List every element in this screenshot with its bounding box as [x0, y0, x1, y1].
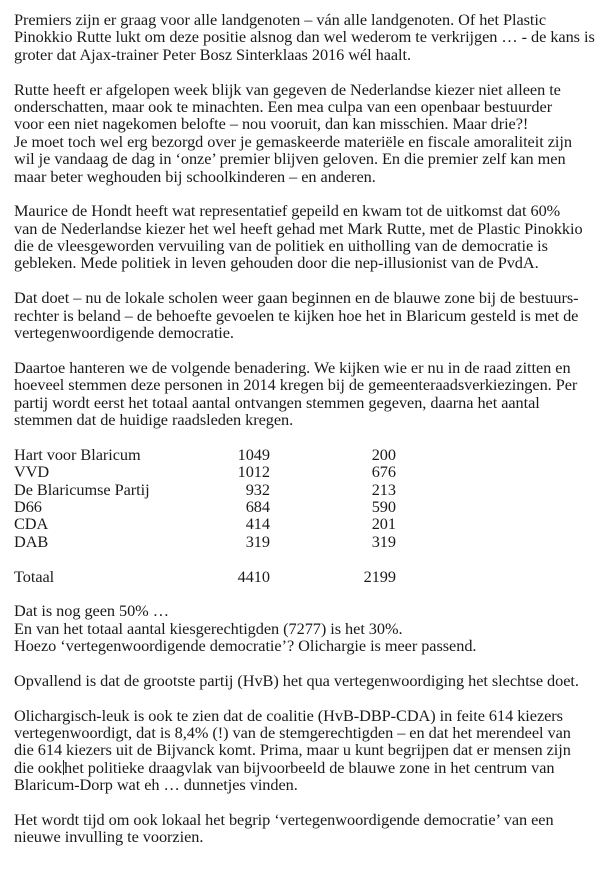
council-votes: 2199 — [363, 566, 396, 586]
table-row — [14, 446, 594, 463]
votes-table — [14, 446, 594, 585]
party-name: DAB — [14, 531, 49, 551]
text-line: vertegenwoordigt, dat is 8,4% (!) van de stemgerechtigden – en dat het merendeel van — [14, 723, 571, 743]
text-line: groter dat Ajax-trainer Peter Bosz Sinterklaas 2016 wél haalt. — [14, 44, 412, 64]
council-votes: 676 — [371, 462, 396, 482]
council-votes: 319 — [371, 531, 396, 551]
text-line: Rutte heeft er afgelopen week blijk van gegeven de Nederlandse kiezer niet alleen te — [14, 79, 561, 99]
table-row — [14, 533, 594, 550]
text-line: hoeveel stemmen deze personen in 2014 kregen bij de gemeenteraadsverkiezingen. Per — [14, 375, 578, 395]
paragraph-coalition — [14, 707, 594, 794]
text-line: onderschatten, maar ook te minachten. Een mea culpa van een openbaar bestuurder — [14, 96, 553, 116]
total-votes: 684 — [245, 496, 270, 516]
total-votes: 414 — [245, 514, 270, 534]
text-segment: het politieke draagvlak van bijvoorbeeld de blauwe zone in het centrum van — [64, 757, 555, 777]
text-line: gebleken. Mede politiek in leven gehouden door die nep-illusionist van de PvdA. — [14, 253, 539, 273]
paragraph-percentages — [14, 602, 594, 654]
paragraph-intro — [14, 11, 594, 63]
council-votes: 200 — [371, 444, 396, 464]
text-line: wil je vandaag de dag in ‘onze’ premier blijven geloven. En die premier zelf kan men — [14, 149, 566, 169]
total-votes: 319 — [245, 531, 270, 551]
text-line: stemmen dat de huidige raadsleden kregen. — [14, 409, 294, 429]
text-line: Hoezo ‘vertegenwoordigende democratie’? Olichargie is meer passend. — [14, 636, 477, 656]
text-line: vertegenwoordigende democratie. — [14, 323, 234, 343]
text-line-with-caret — [14, 759, 594, 776]
paragraph-rutte — [14, 81, 594, 185]
text-line: partij wordt eerst het totaal aantal ontvangen stemmen gegeven, daarna het aantal — [14, 392, 540, 412]
table-row — [14, 481, 594, 498]
party-name: CDA — [14, 514, 49, 534]
total-label: Totaal — [14, 566, 55, 586]
text-line: Dat is nog geen 50% … — [14, 601, 169, 621]
text-line: Je moet toch wel erg bezorgd over je gemaskeerde materiële en fiscale amoraliteit zijn — [14, 131, 572, 151]
text-line: voor een niet nagekomen belofte – nou vooruit, dan kan misschien. Maar drie?! — [14, 114, 529, 134]
paragraph-approach — [14, 359, 594, 429]
text-segment: die ook — [14, 757, 63, 777]
text-line: Pinokkio Rutte lukt om deze positie alsnog dan wel wederom te verkrijgen … - de kans is — [14, 27, 595, 47]
text-line: Blaricum-Dorp wat eh … dunnetjes vinden. — [14, 775, 298, 795]
total-votes: 932 — [245, 479, 270, 499]
total-votes: 4410 — [237, 566, 270, 586]
text-line: Daartoe hanteren we de volgende benadering. We kijken wie er nu in de raad zitten en — [14, 357, 571, 377]
paragraph-hvb — [14, 672, 594, 689]
party-name: D66 — [14, 496, 42, 516]
total-votes: 1049 — [237, 444, 270, 464]
total-votes: 1012 — [237, 462, 270, 482]
party-name: Hart voor Blaricum — [14, 444, 141, 464]
council-votes: 590 — [371, 496, 396, 516]
table-row — [14, 515, 594, 532]
text-line: Opvallend is dat de grootste partij (HvB) het qua vertegenwoordiging het slechtse doet. — [14, 670, 579, 690]
text-line: nieuwe invulling te voorzien. — [14, 827, 204, 847]
text-line: die de vleesgeworden vervuiling van de politiek en uitholling van de democratie is — [14, 236, 548, 256]
document-body[interactable] — [14, 11, 594, 846]
table-row — [14, 498, 594, 515]
table-row — [14, 463, 594, 480]
text-line: die 614 kiezers uit de Bijvanck komt. Prima, maar u kunt begrijpen dat er mensen zijn — [14, 740, 571, 760]
text-line: maar beter weghouden bij schoolkinderen – en anderen. — [14, 166, 376, 186]
paragraph-blaricum — [14, 289, 594, 341]
council-votes: 201 — [371, 514, 396, 534]
text-line: En van het totaal aantal kiesgerechtigden (7277) is het 30%. — [14, 618, 403, 638]
text-line: Maurice de Hondt heeft wat representatief gepeild en kwam tot de uitkomst dat 60% — [14, 201, 561, 221]
party-name: VVD — [14, 462, 50, 482]
text-line: Premiers zijn er graag voor alle landgenoten – ván alle landgenoten. Of het Plastic — [14, 10, 547, 29]
text-line: rechter is beland – de behoefte gevoelen te kijken hoe het in Blaricum gesteld is met de — [14, 305, 579, 325]
party-name: De Blaricumse Partij — [14, 479, 150, 499]
paragraph-de-hondt — [14, 202, 594, 272]
text-line: Olichargisch-leuk is ook te zien dat de coalitie (HvB-DBP-CDA) in feite 614 kiezers — [14, 705, 563, 725]
text-line: van de Nederlandse kiezer het wel heeft gehad met Mark Rutte, met de Plastic Pinokkio — [14, 218, 583, 238]
text-line: Het wordt tijd om ook lokaal het begrip ‘vertegenwoordigende democratie’ van een — [14, 809, 554, 829]
table-total-row — [14, 568, 594, 585]
council-votes: 213 — [371, 479, 396, 499]
text-line: Dat doet – nu de lokale scholen weer gaan beginnen en de blauwe zone bij de bestuurs- — [14, 288, 579, 308]
paragraph-conclusion — [14, 811, 594, 846]
